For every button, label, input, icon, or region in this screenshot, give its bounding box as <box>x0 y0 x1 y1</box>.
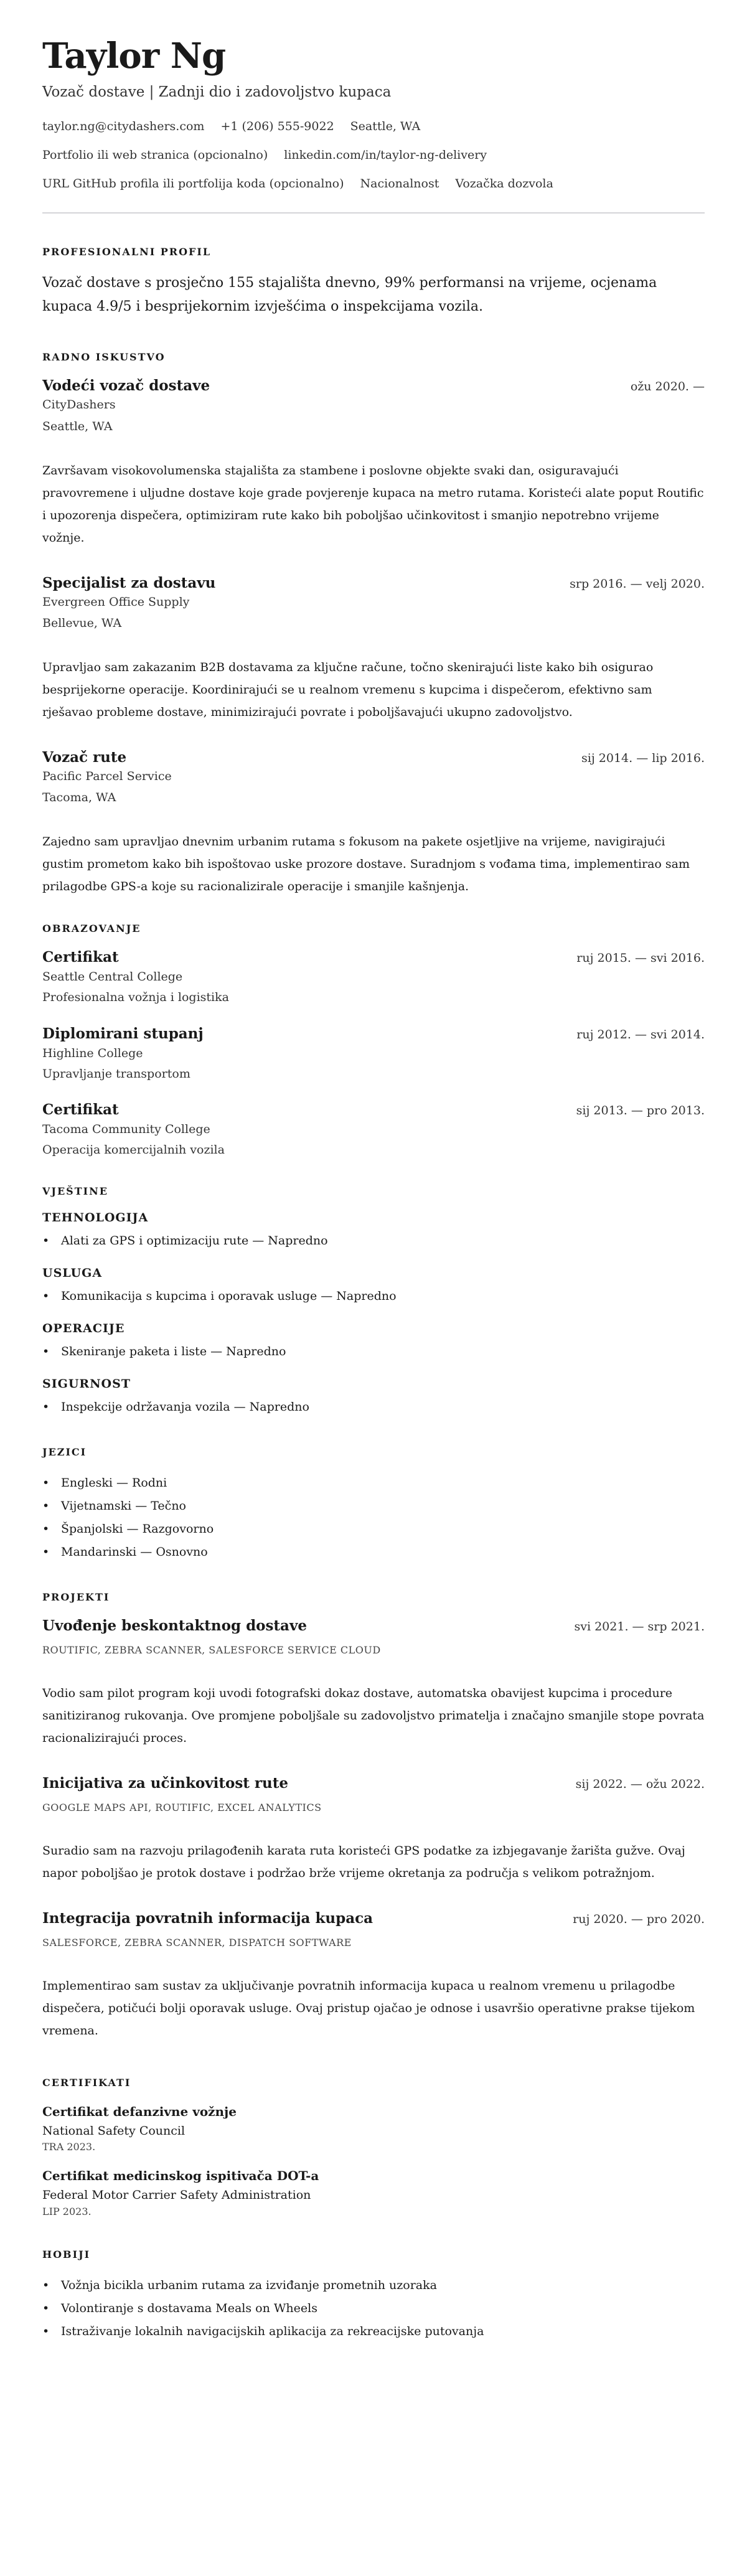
certification-title: Certifikat defanzivne vožnje <box>42 2104 237 2120</box>
project-dates: ruj 2020. — pro 2020. <box>573 1912 705 1927</box>
project-title: Integracija povratnih informacija kupaca <box>42 1910 374 1927</box>
degree-title: Diplomirani stupanj <box>42 1025 204 1042</box>
entry-header <box>42 948 705 967</box>
contact-item: taylor.ng@citydashers.com <box>42 119 205 133</box>
skill-category: USLUGA <box>42 1266 103 1281</box>
skill-item: • Inspekcije održavanja vozila — Napredno <box>42 1396 705 1419</box>
job-title: Vodeći vozač dostave <box>42 377 210 395</box>
certification-entry <box>42 2102 705 2153</box>
skill-list <box>42 1229 705 1253</box>
contact-item: Portfolio ili web stranica (opcionalno) <box>42 148 268 162</box>
candidate-headline: Vozač dostave | Zadnji dio i zadovoljstvo kupaca <box>42 84 392 101</box>
section-title: JEZICI <box>42 1446 87 1459</box>
job-location: Seattle, WA <box>42 419 113 433</box>
contact-item: Seattle, WA <box>350 119 421 133</box>
contact-row <box>42 145 705 165</box>
experience-entry <box>42 377 705 548</box>
contact-row <box>42 116 705 136</box>
entry-header <box>42 377 705 395</box>
job-dates: ožu 2020. — <box>630 380 705 394</box>
job-title: Specijalist za dostavu <box>42 574 216 591</box>
entry-header <box>42 1617 705 1635</box>
job-location: Bellevue, WA <box>42 616 122 631</box>
profile-section <box>42 246 705 319</box>
contact-item: linkedin.com/in/taylor-ng-delivery <box>284 148 487 162</box>
candidate-name: Taylor Ng <box>42 35 226 77</box>
skill-list <box>42 1340 705 1363</box>
project-description: Vodio sam pilot program koji uvodi fotografski dokaz dostave, automatska obavijest kupcima i procedure sanitiziranog rukovanja. Ove promjene poboljšale su zadovoljstvo primatelja i značajno smanjile stope povrata racionalizirajući proces. <box>42 1686 705 1746</box>
hobby-item: • Volontiranje s dostavama Meals on Wheels <box>42 2297 705 2320</box>
job-title: Vozač rute <box>42 749 127 766</box>
degree-title: Certifikat <box>42 1101 119 1119</box>
skill-item: • Alati za GPS i optimizaciju rute — Napredno <box>42 1229 705 1253</box>
project-technologies: ROUTIFIC, ZEBRA SCANNER, SALESFORCE SERVICE CLOUD <box>42 1644 381 1657</box>
section-title: VJEŠTINE <box>42 1185 108 1198</box>
project-entry <box>42 1617 705 1749</box>
contact-item: URL GitHub profila ili portfolija koda (opcionalno) <box>42 177 344 191</box>
projects-section <box>42 1591 705 2042</box>
field-of-study: Upravljanje transportom <box>42 1066 190 1081</box>
section-title: PROJEKTI <box>42 1591 110 1604</box>
certification-issuer: National Safety Council <box>42 2124 186 2138</box>
section-title: HOBIJI <box>42 2248 91 2260</box>
entry-header <box>42 574 705 593</box>
certification-title: Certifikat medicinskog ispitivača DOT-a <box>42 2168 319 2184</box>
entry-header <box>42 1101 705 1119</box>
entry-header <box>42 1909 705 1928</box>
school-name: Seattle Central College <box>42 970 183 984</box>
certification-issuer: Federal Motor Carrier Safety Administration <box>42 2188 311 2202</box>
language-item: • Španjolski — Razgovorno <box>42 1518 705 1541</box>
contact-row <box>42 174 705 194</box>
hobbies-section <box>42 2249 705 2343</box>
section-title: PROFESIONALNI PROFIL <box>42 246 212 258</box>
language-item: • Mandarinski — Osnovno <box>42 1541 705 1564</box>
project-description: Implementirao sam sustav za uključivanje povratnih informacija kupaca u realnom vremenu u prilagodbe dispečera, potičući bolji oporavak usluge. Ovaj pristup ojačao je odnose i usavršio operativne prakse tijekom vremena. <box>42 1979 695 2038</box>
skill-category: TEHNOLOGIJA <box>42 1211 149 1225</box>
project-title: Inicijativa za učinkovitost rute <box>42 1775 288 1792</box>
project-title: Uvođenje beskontaktnog dostave <box>42 1617 307 1635</box>
education-dates: sij 2013. — pro 2013. <box>576 1104 705 1118</box>
education-section <box>42 923 705 1160</box>
certification-entry <box>42 2166 705 2217</box>
skill-list <box>42 1285 705 1308</box>
project-dates: svi 2021. — srp 2021. <box>574 1620 705 1634</box>
education-entry <box>42 1101 705 1160</box>
contact-item: Nacionalnost <box>360 177 439 191</box>
project-entry <box>42 1909 705 2042</box>
experience-entry <box>42 574 705 723</box>
skill-list <box>42 1396 705 1419</box>
skill-item: • Skeniranje paketa i liste — Napredno <box>42 1340 705 1363</box>
school-name: Highline College <box>42 1046 143 1060</box>
skills-section <box>42 1185 705 1419</box>
education-entry <box>42 948 705 1008</box>
languages-section <box>42 1446 705 1564</box>
entry-header <box>42 1774 705 1793</box>
section-title: RADNO ISKUSTVO <box>42 351 166 364</box>
hobby-item: • Istraživanje lokalnih navigacijskih aplikacija za rekreacijske putovanja <box>42 2320 705 2343</box>
contact-item: +1 (206) 555-9022 <box>220 119 334 133</box>
project-technologies: GOOGLE MAPS API, ROUTIFIC, EXCEL ANALYTICS <box>42 1802 322 1814</box>
company-name: Evergreen Office Supply <box>42 595 190 609</box>
resume-header <box>42 36 705 194</box>
contact-item: Vozačka dozvola <box>455 177 553 191</box>
profile-summary: Vozač dostave s prosječno 155 stajališta dnevno, 99% performansi na vrijeme, ocjenama kupaca 4.9/5 i besprijekornim izvješćima o inspekcijama vozila. <box>42 275 657 315</box>
job-description: Završavam visokovolumenska stajališta za stambene i poslovne objekte svaki dan, osiguravajući pravovremene i uljudne dostave koje grade povjerenje kupaca na metro rutama. Koristeći alate poput Routific i upozorenja dispečera, optimiziram rute kako bih poboljšao učinkovitost i smanjio nepotrebno vrijeme vožnje. <box>42 463 704 545</box>
job-description: Zajedno sam upravljao dnevnim urbanim rutama s fokusom na pakete osjetljive na vrijeme, navigirajući gustim prometom kako bih ispoštovao uske prozore dostave. Suradnjom s vođama tima, implementirao sam prilagodbe GPS-a koje su racionalizirale operacije i smanjile kašnjenja. <box>42 835 690 894</box>
hobby-item: • Vožnja bicikla urbanim rutama za izviđanje prometnih uzoraka <box>42 2274 705 2297</box>
job-location: Tacoma, WA <box>42 791 116 805</box>
section-title: OBRAZOVANJE <box>42 923 141 935</box>
certifications-section <box>42 2077 705 2217</box>
education-entry <box>42 1025 705 1084</box>
company-name: Pacific Parcel Service <box>42 769 172 783</box>
degree-title: Certifikat <box>42 949 119 966</box>
school-name: Tacoma Community College <box>42 1122 210 1136</box>
job-description: Upravljao sam zakazanim B2B dostavama za ključne račune, točno skenirajući liste kako bih osigurao besprijekorne operacije. Koordinirajući se u realnom vremenu s kupcima i dispečerom, efektivno sam rješavao probleme dostave, minimizirajući povrate i poboljšavajući ukupno zadovoljstvo. <box>42 660 654 720</box>
project-entry <box>42 1774 705 1884</box>
skill-category: OPERACIJE <box>42 1322 125 1336</box>
experience-section <box>42 351 705 898</box>
entry-header <box>42 1025 705 1043</box>
job-dates: srp 2016. — velj 2020. <box>570 576 705 591</box>
certification-date: TRA 2023. <box>42 2141 96 2153</box>
section-title: CERTIFIKATI <box>42 2077 131 2089</box>
header-divider <box>42 212 705 214</box>
skill-item: • Komunikacija s kupcima i oporavak usluge — Napredno <box>42 1285 705 1308</box>
experience-entry <box>42 748 705 898</box>
company-name: CityDashers <box>42 398 116 412</box>
certification-date: LIP 2023. <box>42 2205 92 2217</box>
language-item: • Engleski — Rodni <box>42 1472 705 1495</box>
skill-category: SIGURNOST <box>42 1377 131 1391</box>
education-dates: ruj 2012. — svi 2014. <box>576 1027 705 1041</box>
contact-info <box>42 116 705 194</box>
project-technologies: SALESFORCE, ZEBRA SCANNER, DISPATCH SOFTWARE <box>42 1937 352 1949</box>
project-description: Suradio sam na razvoju prilagođenih karata ruta koristeći GPS podatke za izbjegavanje žarišta gužve. Ovaj napor poboljšao je protok dostave i podržao brže vrijeme okretanja za područja s velikom potražnjom. <box>42 1844 685 1881</box>
job-dates: sij 2014. — lip 2016. <box>581 751 705 766</box>
project-dates: sij 2022. — ožu 2022. <box>575 1777 705 1792</box>
field-of-study: Operacija komercijalnih vozila <box>42 1143 225 1157</box>
language-item: • Vijetnamski — Tečno <box>42 1495 705 1518</box>
field-of-study: Profesionalna vožnja i logistika <box>42 990 229 1005</box>
entry-header <box>42 748 705 767</box>
education-dates: ruj 2015. — svi 2016. <box>576 951 705 966</box>
